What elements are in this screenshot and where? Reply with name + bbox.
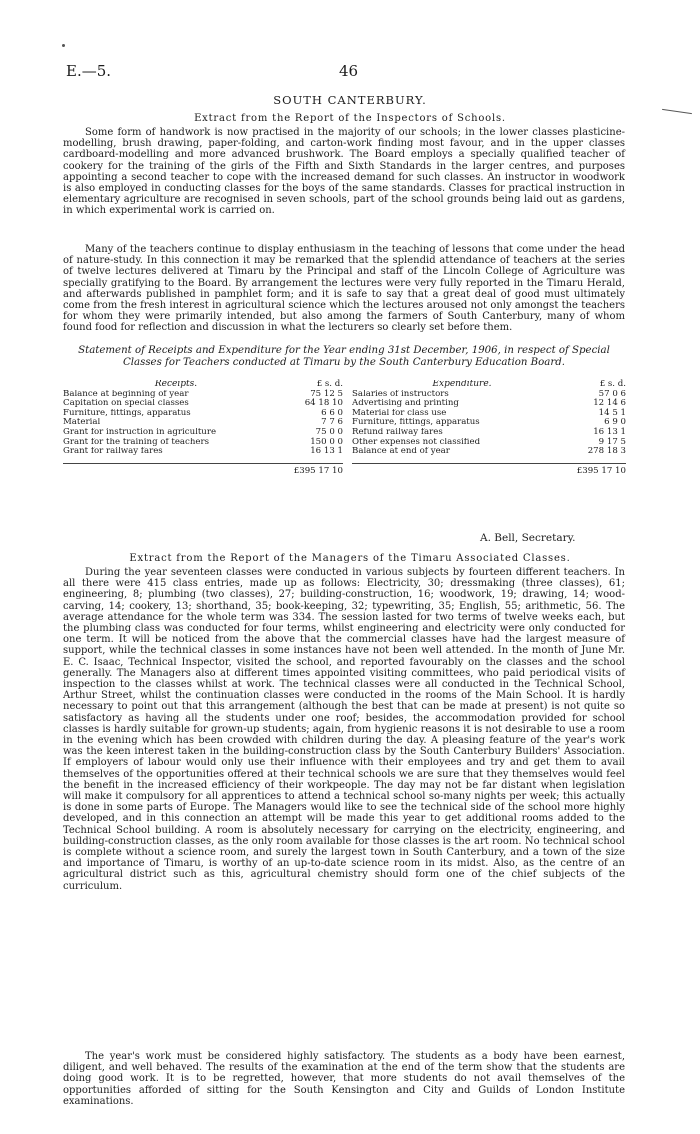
table-row: Refund railway fares 16 13 1: [352, 426, 626, 437]
table-row: Salaries of instructors 57 0 6: [352, 388, 626, 399]
punch-mark: [62, 44, 65, 47]
currency-header: £ s. d.: [599, 379, 626, 389]
table-row: Furniture, fittings, apparatus 6 9 0: [352, 417, 626, 428]
statement-title: Statement of Receipts and Expenditure for the Year ending 31st December, 1906, in respect of Special Classes for Teachers conducted at Timaru by the South Canterbury Education Board.: [78, 345, 610, 368]
expenditure-heading: Expenditure.: [432, 380, 492, 389]
table-row: Grant for the training of teachers 150 0 0: [63, 436, 343, 447]
section2-paragraph-1: During the year seventeen classes were conducted in various subjects by fourteen different teachers. In all there were 415 class entries, made up as follows: Electricity, 30; dressmaking (three classes), 61; engineering, 8; plumbing (two classes), 27; building-construction, 16; woodwork, 19; drawing, 14; wood-carving, 14; cookery, 13; shorthand, 35; book-keeping, 32; typewriting, 35; English, 55; arithmetic, 56. The average attendance for the whole term was 334. The session lasted for two terms of twelve weeks each, but the plumbing class was conducted for four terms, whilst engineering and electricity were only conducted for one term. It will be noticed from the above that the commercial classes have had the largest measure of support, while the technical classes in some instances have not been well attended. In the month of June Mr. E. C. Isaac, Technical Inspector, visited the school, and reported favourably on the classes and the school generally. The Managers also at different times appointed visiting committees, who paid periodical visits of inspection to the classes whilst at work. The technical classes were all conducted in the Technical School, Arthur Street, whilst the continuation classes were conducted in the rooms of the Main School. It is hardly necessary to point out that this arrangement (although the best that can be made at present) is not quite so satisfactory as having all the students under one roof; besides, the accommodation provided for school classes is hardly suitable for grown-up students; again, from hygienic reasons it is not desirable to use a room in the evening which has been crowded with children during the day. A pleasing feature of the year's work was the keen interest taken in the building-construction class by the South Canterbury Builders' Association. If employers of labour would only use their influence with their employees and try and get them to avail themselves of the opportunities offered at their technical schools we are sure that they themselves would feel the benefit in the increased efficiency of their workpeople. The day may not be far distant when legislation will make it compulsory for all apprentices to attend a technical school so-many nights per week; this actually is done in some parts of Europe. The Managers would like to see the technical side of the school more highly developed, and in this connection an attempt will be made this year to get additional rooms added to the Technical School building. A room is absolutely necessary for carrying on the electricity, engineering, and building-construction classes, as the only room available for those classes is the art room. No technical school is complete without a science room, and surely the largest town in South Canterbury, and a town of the size and importance of Timaru, is worthy of an up-to-date science room in its midst. Also, as the centre of an agricultural district such as this, agricultural chemistry should form one of the chief subjects of the curriculum.: [63, 567, 625, 892]
currency-header: £ s. d.: [316, 379, 343, 389]
table-row: Grant for railway fares 16 13 1: [63, 446, 343, 457]
table-row: Balance at end of year 278 18 3: [352, 446, 626, 457]
table-row: Capitation on special classes 64 18 10: [63, 398, 343, 409]
section2-heading: Extract from the Report of the Managers of the Timaru Associated Classes.: [129, 553, 571, 564]
section2-paragraph-2: The year's work must be considered highly satisfactory. The students as a body have been earnest, diligent, and well behaved. The results of the examination at the end of the term show that the students are doing good work. It is to be regretted, however, that more students do not avail themselves of the opportunities afforded of sitting for the South Kensington and City and Guilds of London Institute examinations.: [63, 1051, 625, 1107]
expenditure-total: £395 17 10: [352, 463, 626, 477]
receipts-table: [63, 380, 343, 476]
page-number: 46: [339, 62, 359, 80]
table-row: Material for class use 14 5 1: [352, 407, 626, 418]
table-row: Furniture, fittings, apparatus 6 6 0: [63, 407, 343, 418]
section1-paragraph-1: Some form of handwork is now practised in the majority of our schools; in the lower classes plasticine-modelling, brush drawing, paper-folding, and carton-work finding most favour, and in the upper classes cardboard-modelling and more advanced brushwork. The Board employs a specially qualified teacher of cookery for the training of the girls of the Fifth and Sixth Standards in the larger centres, and purposes appointing a second teacher to cope with the increased demand for such classes. An instructor in woodwork is also employed in conducting classes for the boys of the same standards. Classes for practical instruction in elementary agriculture are recognised in seven schools, part of the school grounds being laid out as gardens, in which experimental work is carried on.: [63, 127, 625, 217]
section1-paragraph-2: Many of the teachers continue to display enthusiasm in the teaching of lessons that come under the head of nature-study. In this connection it may be remarked that the splendid attendance of teachers at the series of twelve lectures delivered at Timaru by the Principal and staff of the Lincoln College of Agriculture was specially gratifying to the Board. By arrangement the lectures were very fully reported in the Timaru Herald, and afterwards published in pamphlet form; and it is safe to say that a great deal of good must ultimately come from the fresh interest in agricultural science which the lectures aroused not only amongst the teachers for whom they were primarily intended, but also among the farmers of South Canterbury, many of whom found food for reflection and discussion in what the lecturers so clearly set before them.: [63, 244, 625, 334]
table-row: Grant for instruction in agriculture 75 0 0: [63, 426, 343, 437]
expenditure-table: [352, 380, 626, 476]
signature: A. Bell, Secretary.: [480, 532, 576, 544]
receipts-heading: Receipts.: [154, 380, 198, 389]
receipts-total: £395 17 10: [63, 463, 343, 477]
table-row: Material 7 7 6: [63, 417, 343, 428]
page-title: SOUTH CANTERBURY.: [273, 93, 427, 107]
table-row: Advertising and printing 12 14 6: [352, 398, 626, 409]
page-ref: E.—5.: [66, 62, 112, 80]
table-row: Other expenses not classified 9 17 5: [352, 436, 626, 447]
section1-heading: Extract from the Report of the Inspectors of Schools.: [194, 113, 506, 124]
table-row: Balance at beginning of year 75 12 5: [63, 388, 343, 399]
